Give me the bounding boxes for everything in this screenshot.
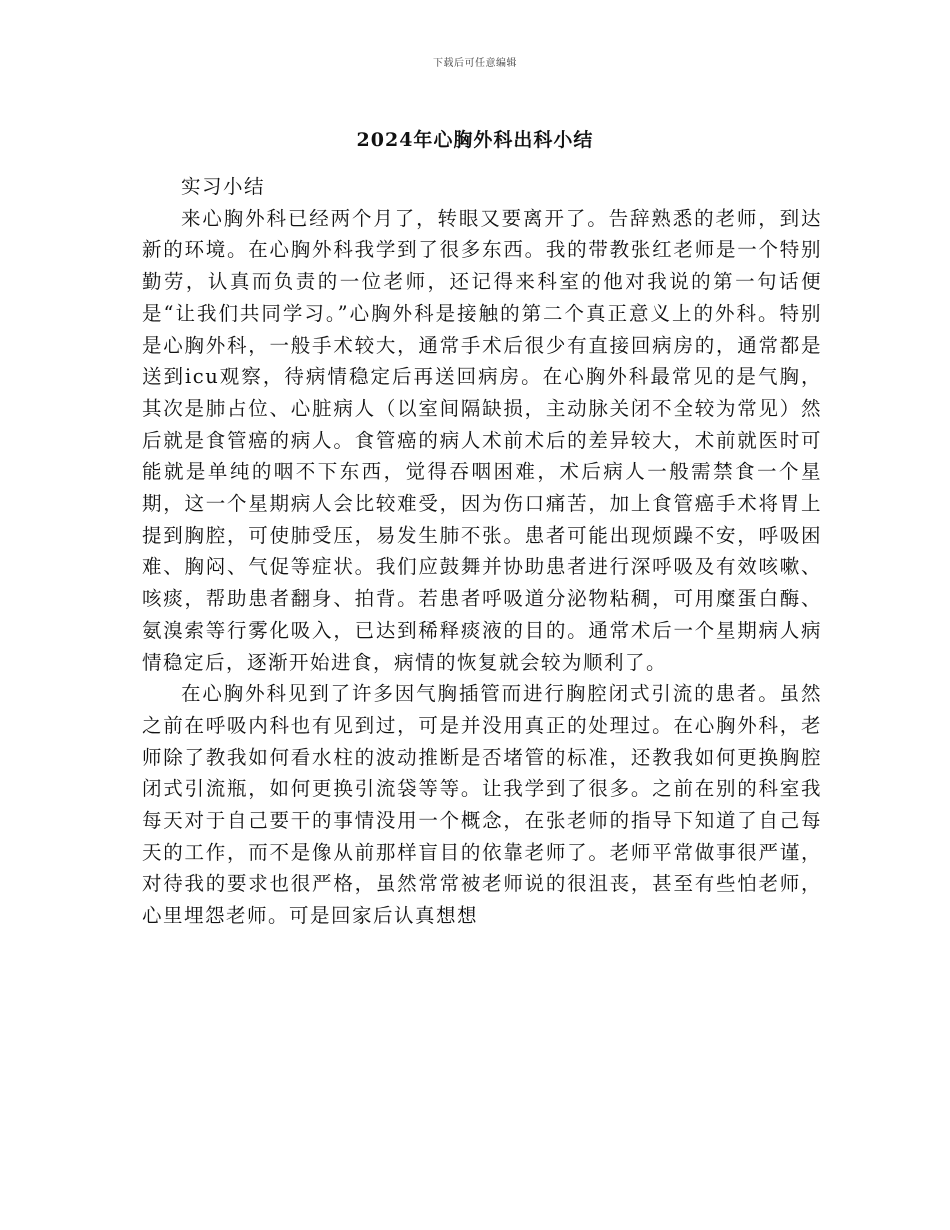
paragraph-1: 来心胸外科已经两个月了，转眼又要离开了。告辞熟悉的老师，到达新的环境。在心胸外科我学到了很多东西。我的带教张红老师是一个特别勤劳，认真而负责的一位老师，还记得来科室的他对我说的第一句话便是“让我们共同学习。”心胸外科是接触的第二个真正意义上的外科。特别是心胸外科，一般手术较大，通常手术后很少有直接回病房的，通常都是送到icu观察，待病情稳定后再送回病房。在心胸外科最常见的是气胸，其次是肺占位、心脏病人（以室间隔缺损，主动脉关闭不全较为常见）然后就是食管癌的病人。食管癌的病人术前术后的差异较大，术前就医时可能就是单纯的咽不下东西，觉得吞咽困难，术后病人一般需禁食一个星期，这一个星期病人会比较难受，因为伤口痛苦，加上食管癌手术将胃上提到胸腔，可使肺受压，易发生肺不张。患者可能出现烦躁不安，呼吸困难、胸闷、气促等症状。我们应鼓舞并协助患者进行深呼吸及有效咳嗽、咳痰，帮助患者翻身、拍背。若患者呼吸道分泌物粘稠，可用糜蛋白酶、氨溴索等行雾化吸入，已达到稀释痰液的目的。通常术后一个星期病人病情稳定后，逐渐开始进食，病情的恢复就会较为顺利了。 <box>142 206 822 674</box>
paragraph-2: 在心胸外科见到了许多因气胸插管而进行胸腔闭式引流的患者。虽然之前在呼吸内科也有见到过，可是并没用真正的处理过。在心胸外科，老师除了教我如何看水柱的波动推断是否堵管的标准，还教我如何更换胸腔闭式引流瓶，如何更换引流袋等等。让我学到了很多。之前在别的科室我每天对于自己要干的事情没用一个概念，在张老师的指导下知道了自己每天的工作，而不是像从前那样盲目的依靠老师了。老师平常做事很严谨，对待我的要求也很严格，虽然常常被老师说的很沮丧，甚至有些怕老师，心里埋怨老师。可是回家后认真想想 <box>142 682 822 928</box>
section-subheading: 实习小结 <box>181 175 266 198</box>
document-title: 2024年心胸外科出科小结 <box>356 129 594 151</box>
document-body <box>142 171 822 932</box>
header-note: 下载后可任意编辑 <box>433 58 517 69</box>
